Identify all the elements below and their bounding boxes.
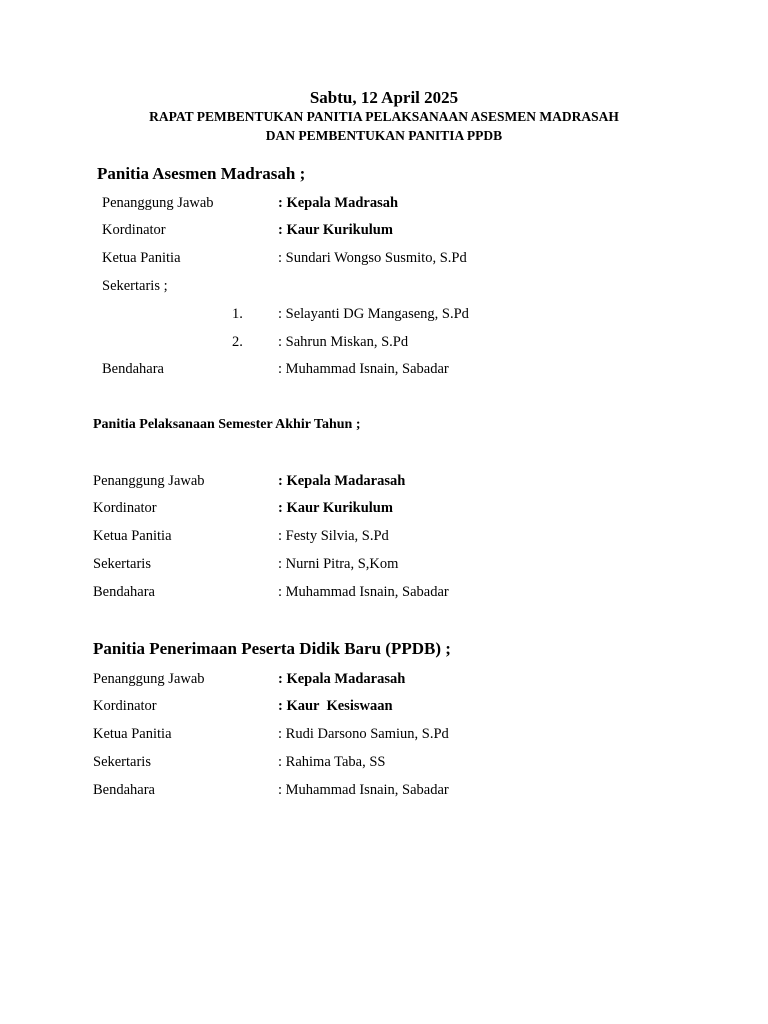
row-value: : Kepala Madarasah — [278, 671, 406, 687]
section-heading-semester: Panitia Pelaksanaan Semester Akhir Tahun ; — [93, 417, 361, 432]
row-value: : Muhammad Isnain, Sabadar — [278, 782, 449, 798]
row-label: Kordinator — [93, 500, 157, 516]
row-value: : Selayanti DG Mangaseng, S.Pd — [278, 306, 469, 322]
row-label: Kordinator — [102, 222, 166, 238]
row-value: : Kepala Madarasah — [278, 473, 406, 489]
row-value: : Kaur Kurikulum — [278, 500, 393, 516]
row-value: : Kaur Kurikulum — [278, 222, 393, 238]
row-value: : Festy Silvia, S.Pd — [278, 528, 389, 544]
row-label: Bendahara — [102, 361, 164, 377]
row-label: Bendahara — [93, 584, 155, 600]
row-label: Sekertaris — [93, 754, 151, 770]
row-value: : Sundari Wongso Susmito, S.Pd — [278, 250, 467, 266]
document-title-line-1: RAPAT PEMBENTUKAN PANITIA PELAKSANAAN ASESMEN MADRASAH — [149, 109, 619, 124]
row-label: Sekertaris — [93, 556, 151, 572]
row-label: Ketua Panitia — [93, 726, 172, 742]
row-label: Kordinator — [93, 698, 157, 714]
row-value: : Kepala Madrasah — [278, 195, 399, 211]
row-value: : Nurni Pitra, S,Kom — [278, 556, 399, 572]
meeting-date: Sabtu, 12 April 2025 — [309, 88, 459, 107]
row-label: Penanggung Jawab — [93, 473, 205, 489]
row-value: : Sahrun Miskan, S.Pd — [278, 334, 409, 350]
row-label: Sekertaris ; — [102, 278, 168, 294]
document-title-line-2: DAN PEMBENTUKAN PANITIA PPDB — [265, 128, 503, 143]
row-label: Penanggung Jawab — [102, 195, 214, 211]
row-value: : Kaur Kesiswaan — [278, 698, 393, 714]
section-heading-asesmen: Panitia Asesmen Madrasah ; — [97, 164, 306, 183]
row-value: : Rahima Taba, SS — [278, 754, 386, 770]
row-number: 2. — [232, 334, 243, 350]
row-label: Ketua Panitia — [102, 250, 181, 266]
row-number: 1. — [232, 306, 243, 322]
row-value: : Rudi Darsono Samiun, S.Pd — [278, 726, 449, 742]
row-label: Penanggung Jawab — [93, 671, 205, 687]
row-value: : Muhammad Isnain, Sabadar — [278, 361, 449, 377]
row-value: : Muhammad Isnain, Sabadar — [278, 584, 449, 600]
row-label: Ketua Panitia — [93, 528, 172, 544]
row-label: Bendahara — [93, 782, 155, 798]
section-heading-ppdb: Panitia Penerimaan Peserta Didik Baru (PPDB) ; — [93, 639, 451, 658]
